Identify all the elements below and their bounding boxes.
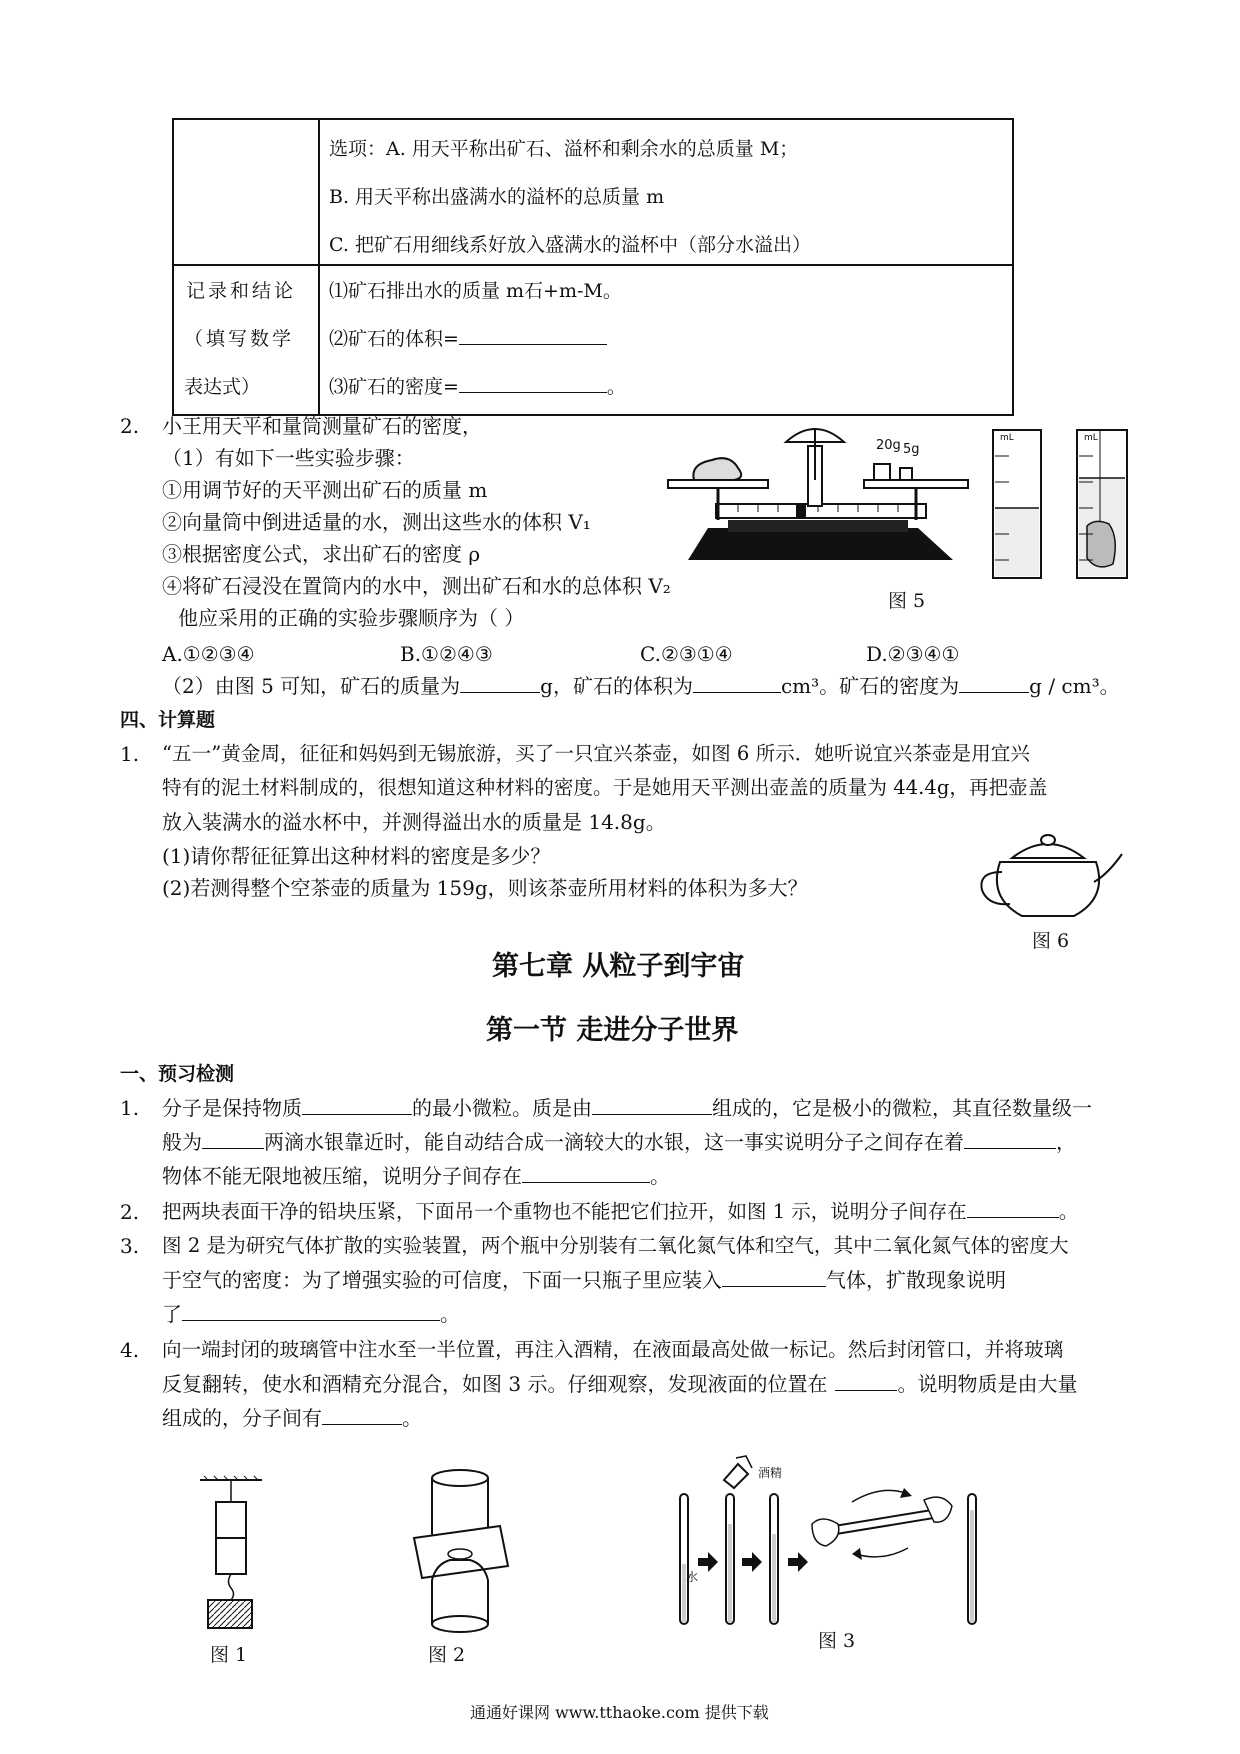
q2-part-2 [162, 672, 1120, 700]
alcohol-label: 酒精 [758, 1466, 783, 1480]
preview-q4-text-b: 反复翻转，使水和酒精充分混合，如图 3 示。仔细观察，发现液面的位置在 [162, 1372, 828, 1396]
preview-q4-number: 4. [120, 1338, 140, 1362]
answer-blank[interactable] [959, 674, 1029, 693]
q2-part-2-text-c: cm³。矿石的密度为 [780, 674, 960, 698]
record-row-3 [329, 372, 626, 399]
preview-q2-number: 2. [120, 1200, 140, 1224]
experiment-table [172, 118, 1014, 416]
q2-steps-heading: （1）有如下一些实验步骤： [162, 446, 415, 470]
q2-part-2-text-d: g / cm³。 [1029, 674, 1120, 698]
preview-q1-line-2 [162, 1128, 1076, 1156]
q2-number: 2. [120, 414, 140, 438]
mixing-tubes-figure [672, 1454, 992, 1630]
answer-blank[interactable] [592, 1096, 712, 1115]
answer-blank[interactable] [202, 1130, 264, 1149]
preview-q1-text-b: 的最小微粒。质是由 [412, 1096, 592, 1120]
answer-blank[interactable] [693, 674, 781, 693]
preview-q2-text-a: 把两块表面干净的铅块压紧，下面吊一个重物也不能把它们拉开，如图 1 示，说明分子间存在 [162, 1200, 967, 1223]
lead-blocks-figure [196, 1476, 266, 1632]
record-row-1: ⑴矿石排出水的质量 m石+m-M。 [329, 280, 622, 302]
answer-blank[interactable] [967, 1199, 1059, 1218]
weight-20g-label: 20g [876, 438, 901, 453]
preview-q4-line-1: 向一端封闭的玻璃管中注水至一半位置，再注入酒精，在液面最高处做一标记。然后封闭管口，并将玻璃 [162, 1338, 1064, 1361]
calc-q1-number: 1. [120, 742, 140, 766]
section-4-heading: 四、计算题 [120, 709, 216, 731]
answer-blank[interactable] [459, 326, 607, 345]
q2-step-4: ④将矿石浸没在置筒内的水中，测出矿石和水的总体积 V₂ [162, 574, 671, 598]
figure-5-label: 图 5 [888, 590, 926, 612]
calc-q1-sub-1: (1)请你帮征征算出这种材料的密度是多少？ [162, 844, 551, 868]
calc-q1-line-3: 放入装满水的溢水杯中，并测得溢出水的质量是 14.8g。 [162, 810, 666, 834]
answer-blank[interactable] [302, 1096, 412, 1115]
answer-blank[interactable] [964, 1130, 1056, 1149]
q2-choice-a[interactable]: A.①②③④ [162, 642, 255, 666]
answer-blank[interactable] [322, 1406, 402, 1425]
preview-q3-text-e: 。 [440, 1302, 460, 1326]
record-row-3-label: ⑶矿石的密度= [329, 376, 459, 398]
q2-intro: 小王用天平和量筒测量矿石的密度， [162, 414, 482, 438]
cylinder-unit-label: mL [1000, 433, 1014, 443]
option-b: B. 用天平称出盛满水的溢杯的总质量 m [329, 186, 665, 208]
calc-q1-sub-2: (2)若测得整个空茶壶的质量为 159g，则该茶壶所用材料的体积为多大？ [162, 876, 808, 900]
answer-blank[interactable] [459, 374, 607, 393]
balance-figure [668, 420, 968, 580]
option-a: 选项：A. 用天平称出矿石、溢杯和剩余水的总质量 M； [329, 138, 799, 160]
preview-q4-line-3 [162, 1404, 422, 1432]
figure-2-label: 图 2 [428, 1644, 466, 1666]
preview-q1-text-d: 般为 [162, 1130, 202, 1154]
q2-step-2: ②向量筒中倒进适量的水，测出这些水的体积 V₁ [162, 510, 591, 534]
q2-part-2-text-b: g，矿石的体积为 [540, 674, 693, 698]
preview-q3-line-1: 图 2 是为研究气体扩散的实验装置，两个瓶中分别装有二氧化氮气体和空气，其中二氧化氮气体的密度大 [162, 1234, 1069, 1257]
preview-q3-line-3 [162, 1300, 460, 1328]
section-title: 第一节 走进分子世界 [486, 1015, 739, 1046]
weight-5g-label: 5g [903, 442, 920, 457]
answer-blank[interactable] [522, 1164, 650, 1183]
table-column-divider [318, 120, 320, 414]
preview-q1-text-g: 物体不能无限地被压缩，说明分子间存在 [162, 1164, 522, 1188]
left-heading-2: （填写数学 [184, 328, 295, 350]
q2-choice-c[interactable]: C.②③①④ [640, 642, 733, 666]
preview-q3-text-d: 了 [162, 1302, 182, 1326]
calc-q1-line-2: 特有的泥土材料制成的，很想知道这种材料的密度。于是她用天平测出壶盖的质量为 44.4g，再把壶盖 [162, 776, 1048, 799]
q2-part-2-text-a: （2）由图 5 可知，矿石的质量为 [162, 674, 461, 698]
preview-q4-line-2 [162, 1370, 1077, 1398]
q2-choice-d[interactable]: D.②③④① [866, 642, 960, 666]
preview-q3-number: 3. [120, 1234, 140, 1258]
gas-diffusion-figure [410, 1468, 520, 1634]
preview-q1-text-h: 。 [650, 1164, 670, 1188]
preview-q1-text-f: ， [1056, 1130, 1076, 1154]
preview-q1-line-1 [162, 1094, 1092, 1122]
preview-q3-text-b: 于空气的密度：为了增强实验的可信度，下面一只瓶子里应装入 [162, 1268, 722, 1292]
record-row-2-label: ⑵矿石的体积= [329, 328, 459, 350]
q2-choice-b[interactable]: B.①②④③ [400, 642, 493, 666]
preview-q4-text-d: 组成的，分子间有 [162, 1406, 322, 1430]
q2-step-1: ①用调节好的天平测出矿石的质量 m [162, 478, 488, 502]
preview-q2-line [162, 1198, 1078, 1226]
table-row-divider [174, 264, 1012, 266]
preview-q1-text-c: 组成的，它是极小的微粒，其直径数量级一 [712, 1096, 1092, 1120]
water-label: 水 [686, 1570, 699, 1584]
preview-q4-text-c: 。说明物质是由大量 [897, 1372, 1078, 1396]
left-heading-1: 记录和结论 [186, 280, 297, 302]
answer-blank[interactable] [722, 1268, 826, 1287]
option-c: C. 把矿石用细线系好放入盛满水的溢杯中（部分水溢出） [329, 234, 811, 256]
calc-q1-line-1: “五一”黄金周，征征和妈妈到无锡旅游，买了一只宜兴茶壶，如图 6 所示．她听说宜兴茶壶是用宜兴 [162, 742, 1030, 765]
cylinder-unit-label: mL [1084, 433, 1098, 443]
answer-blank[interactable] [835, 1372, 897, 1391]
q2-order-question: 他应采用的正确的实验步骤顺序为（ ） [178, 606, 525, 630]
graduated-cylinders [985, 426, 1135, 582]
answer-blank[interactable] [182, 1302, 440, 1321]
figure-3-label: 图 3 [818, 1630, 856, 1652]
preview-q3-text-c: 气体，扩散现象说明 [826, 1268, 1006, 1292]
preview-q1-line-3 [162, 1162, 670, 1190]
preview-q1-number: 1. [120, 1096, 140, 1120]
figure-1-label: 图 1 [210, 1644, 248, 1666]
preview-q1-text-a: 分子是保持物质 [162, 1096, 302, 1120]
preview-heading: 一、预习检测 [120, 1063, 235, 1085]
preview-q1-text-e: 两滴水银靠近时，能自动结合成一滴较大的水银，这一事实说明分子之间存在着 [264, 1130, 964, 1154]
page-footer: 通通好课网 www.tthaoke.com 提供下载 [470, 1703, 769, 1722]
record-row-2 [329, 324, 607, 351]
record-row-3-end: 。 [606, 376, 626, 398]
preview-q4-text-e: 。 [402, 1406, 422, 1430]
chapter-title: 第七章 从粒子到宇宙 [492, 951, 745, 982]
teapot-figure [976, 824, 1126, 924]
q2-step-3: ③根据密度公式，求出矿石的密度 ρ [162, 542, 481, 566]
answer-blank[interactable] [460, 674, 540, 693]
preview-q3-line-2 [162, 1266, 1006, 1294]
preview-q2-text-b: 。 [1058, 1200, 1079, 1223]
left-heading-3: 表达式） [184, 376, 261, 398]
figure-6-label: 图 6 [1032, 930, 1070, 952]
